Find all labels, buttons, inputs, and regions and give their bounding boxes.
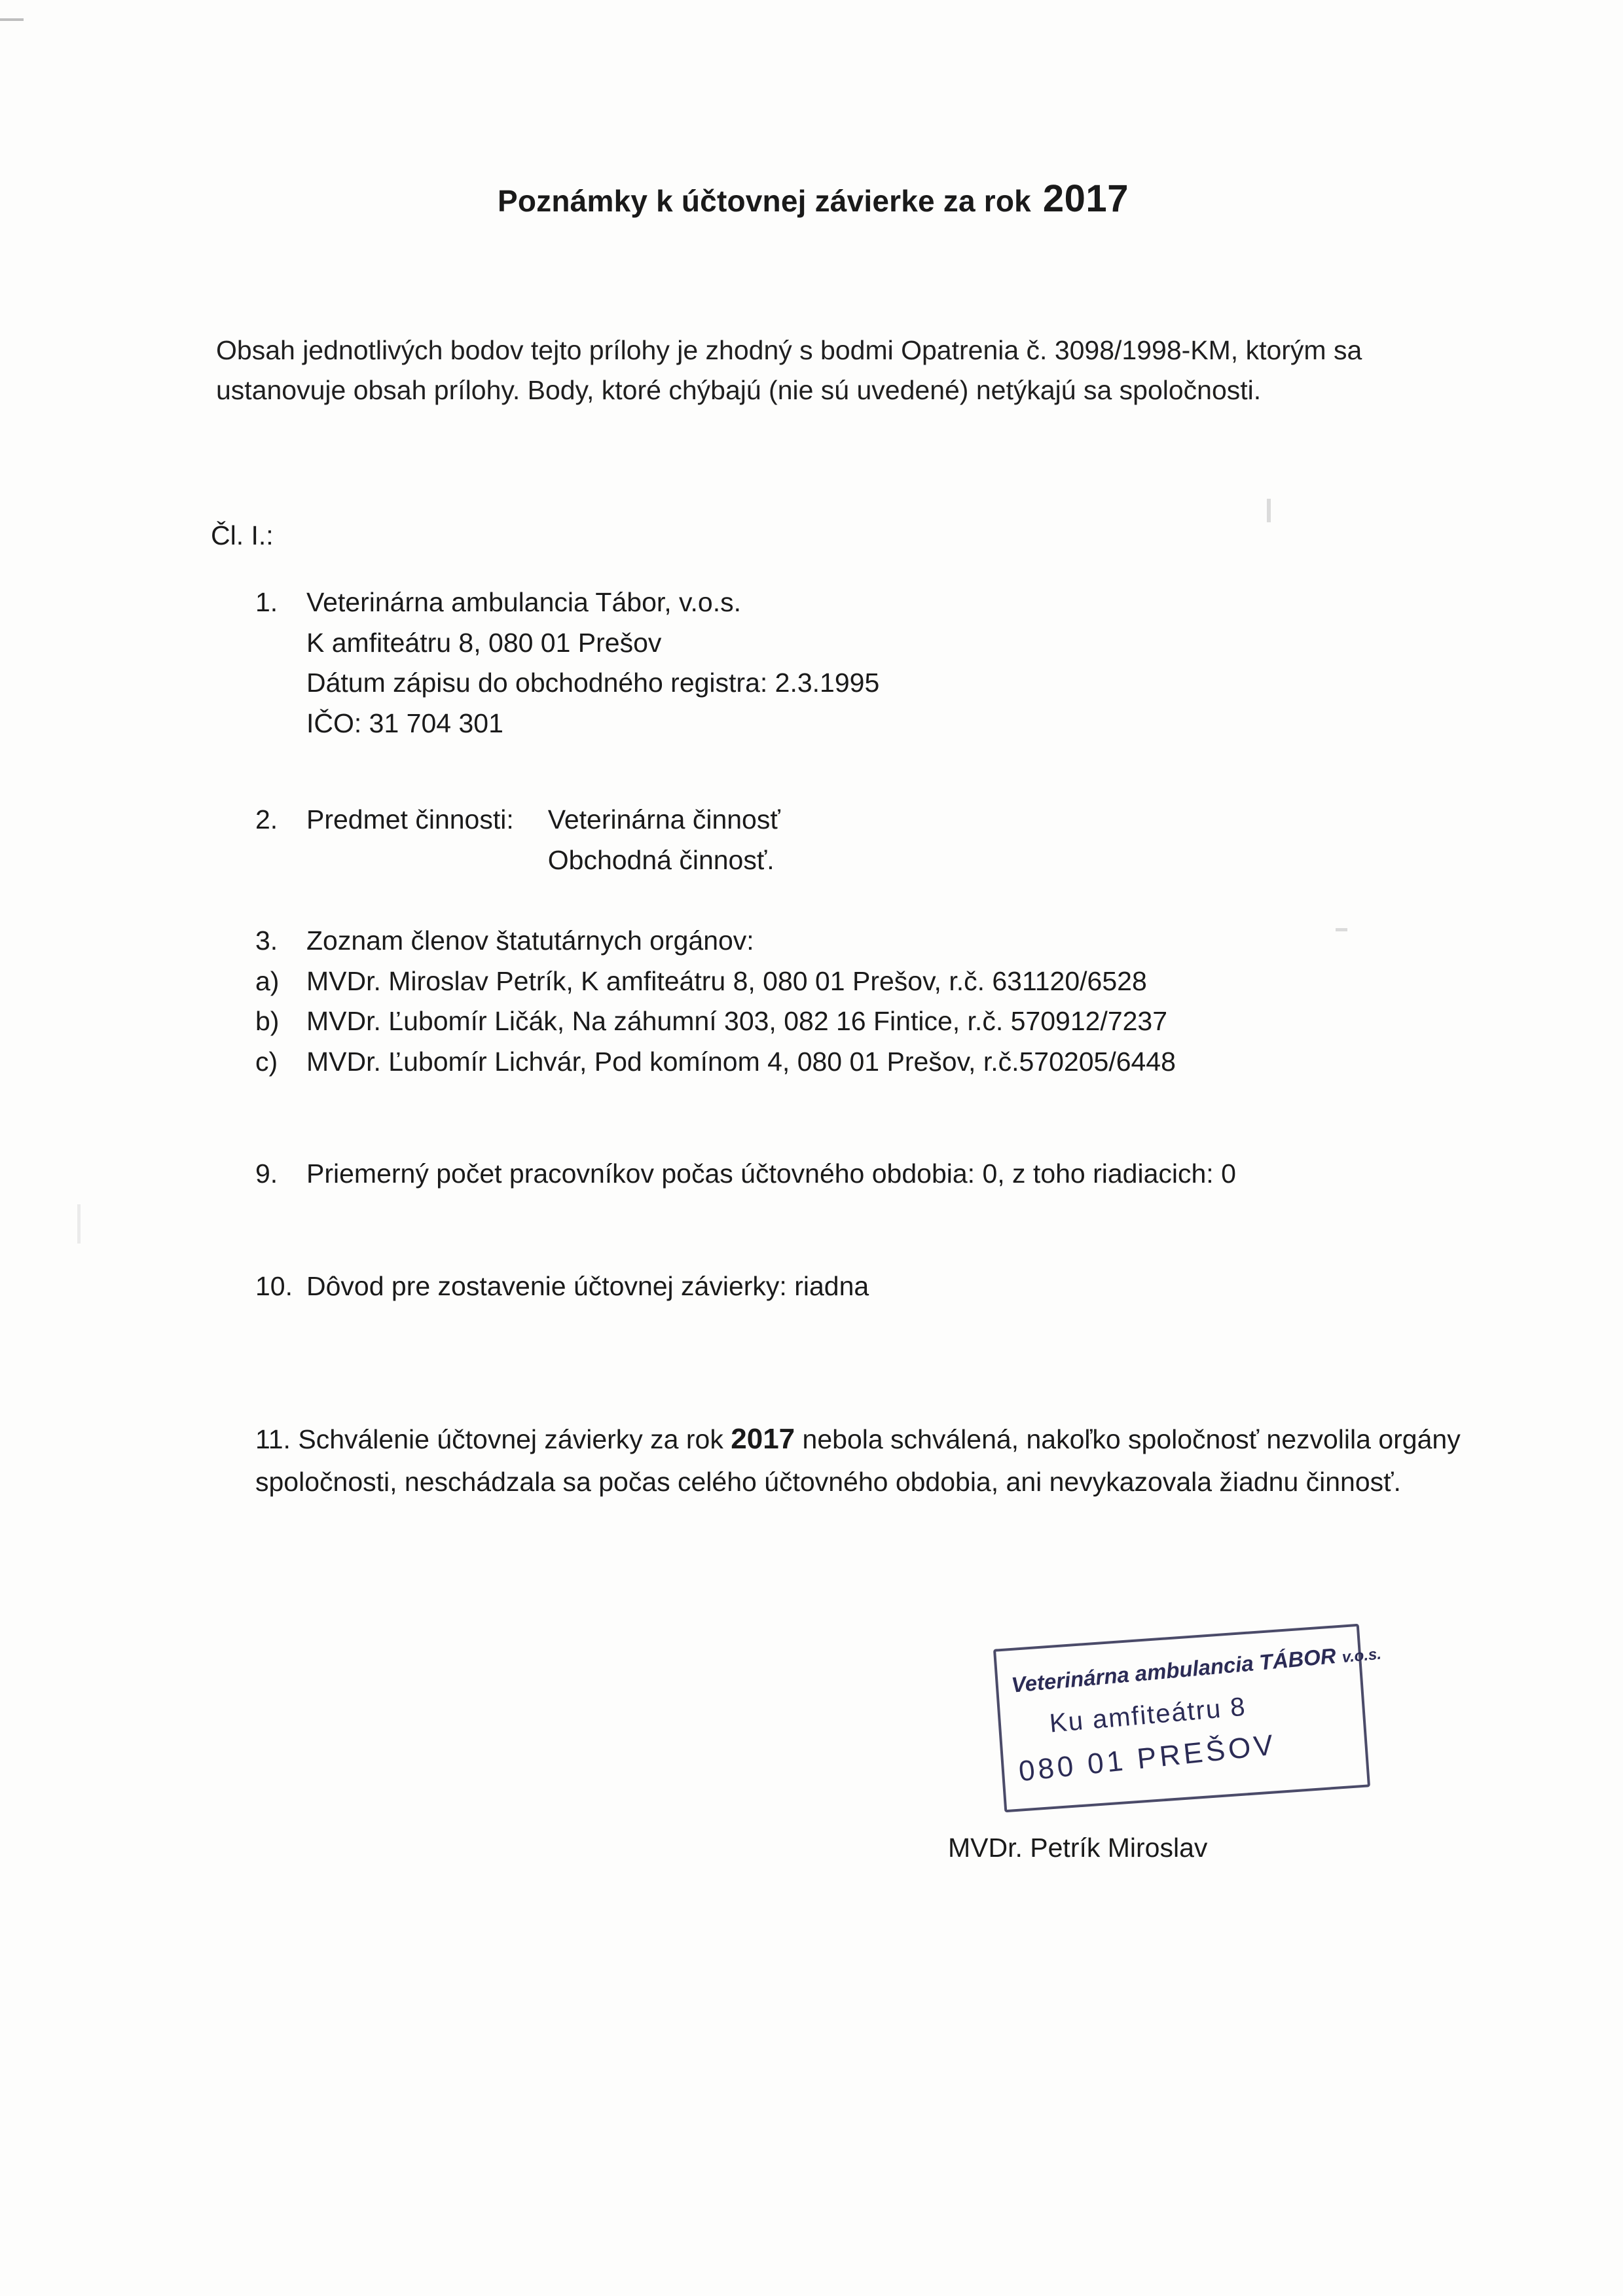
list-item-marker: 11. [255, 1424, 291, 1454]
spacer [255, 1194, 1499, 1251]
list-item-marker: a) [255, 965, 280, 996]
approval-text-after: nebola schválená, nakoľko spoločnosť nezvolila orgány spoločnosti, neschádzala sa počas celého účtovného obdobia, ani nevykazovala žiadnu činnosť. [255, 1424, 1461, 1498]
statutory-bodies-heading: Zoznam členov štatutárnych orgánov: [306, 925, 754, 956]
statement-reason-text: Dôvod pre zostavenie účtovnej závierky: riadna [306, 1270, 869, 1301]
list-item-marker: 3. [255, 925, 278, 956]
numbered-list [255, 583, 1499, 1306]
list-item-3c [255, 1042, 1499, 1083]
activity-value-2: Obchodná činnosť. [547, 844, 775, 875]
spacer [255, 1251, 1499, 1266]
list-item-3 [255, 921, 1499, 961]
page-title-text: Poznámky k účtovnej závierke za rok [498, 184, 1031, 218]
spacer [255, 744, 1499, 800]
company-id: IČO: 31 704 301 [306, 708, 503, 738]
list-item-marker: b) [255, 1006, 280, 1036]
stamp-line-1-text: Veterinárna ambulancia TÁBOR [1010, 1643, 1338, 1697]
stamp-line-1-suffix: v.o.s. [1341, 1645, 1382, 1666]
spacer [255, 1138, 1499, 1154]
list-item-2 [255, 800, 1499, 880]
list-item-10 [255, 1266, 1499, 1307]
approval-year: 2017 [731, 1423, 795, 1455]
member-details: MVDr. Ľubomír Ličák, Na záhumní 303, 082 16 Fintice, r.č. 570912/7237 [306, 1006, 1168, 1036]
list-item-marker: c) [255, 1046, 278, 1077]
activity-value-1: Veterinárna činnosť [547, 804, 780, 834]
company-stamp [993, 1624, 1382, 1812]
list-item-body [306, 921, 1499, 961]
list-item-body [306, 583, 1499, 744]
list-item-marker: 9. [255, 1158, 278, 1189]
section-label: Čl. I.: [211, 520, 274, 550]
company-name: Veterinárna ambulancia Tábor, v.o.s. [306, 587, 741, 617]
activity-label: Predmet činnosti: [306, 804, 514, 834]
stamp-line-3: 080 01 PREŠOV [1017, 1729, 1278, 1788]
employee-count-text: Priemerný počet pracovníkov počas účtovného obdobia: 0, z toho riadiacich: 0 [306, 1158, 1236, 1189]
activity-values [548, 800, 780, 880]
spacer [255, 1082, 1499, 1138]
list-item-9 [255, 1154, 1499, 1194]
list-item-3b [255, 1001, 1499, 1042]
list-item-11 [255, 1417, 1473, 1503]
list-item-marker: 10. [255, 1270, 293, 1301]
page-title-year: 2017 [1042, 177, 1129, 220]
spacer [255, 880, 1499, 921]
registration-date: Dátum zápisu do obchodného registra: 2.3.1995 [306, 668, 880, 698]
stamp-line-2: Ku amfiteátru 8 [1048, 1692, 1248, 1738]
page-title [498, 177, 1129, 221]
list-item-3a [255, 961, 1499, 1002]
list-item-1 [255, 583, 1499, 744]
member-details: MVDr. Miroslav Petrík, K amfiteátru 8, 080 01 Prešov, r.č. 631120/6528 [306, 965, 1147, 996]
company-address: K amfiteátru 8, 080 01 Prešov [306, 627, 662, 658]
member-details: MVDr. Ľubomír Lichvár, Pod komínom 4, 080 01 Prešov, r.č.570205/6448 [306, 1046, 1176, 1077]
approval-text-before: Schválenie účtovnej závierky za rok [298, 1424, 723, 1454]
list-item-marker: 1. [255, 587, 278, 617]
intro-paragraph: Obsah jednotlivých bodov tejto prílohy je zhodný s bodmi Opatrenia č. 3098/1998-KM, ktorým sa ustanovuje obsah prílohy. Body, ktoré chýbajú (nie sú uvedené) netýkajú sa spoločnosti. [216, 335, 1362, 405]
list-item-marker: 2. [255, 804, 278, 834]
signatory-name: MVDr. Petrík Miroslav [948, 1833, 1208, 1863]
